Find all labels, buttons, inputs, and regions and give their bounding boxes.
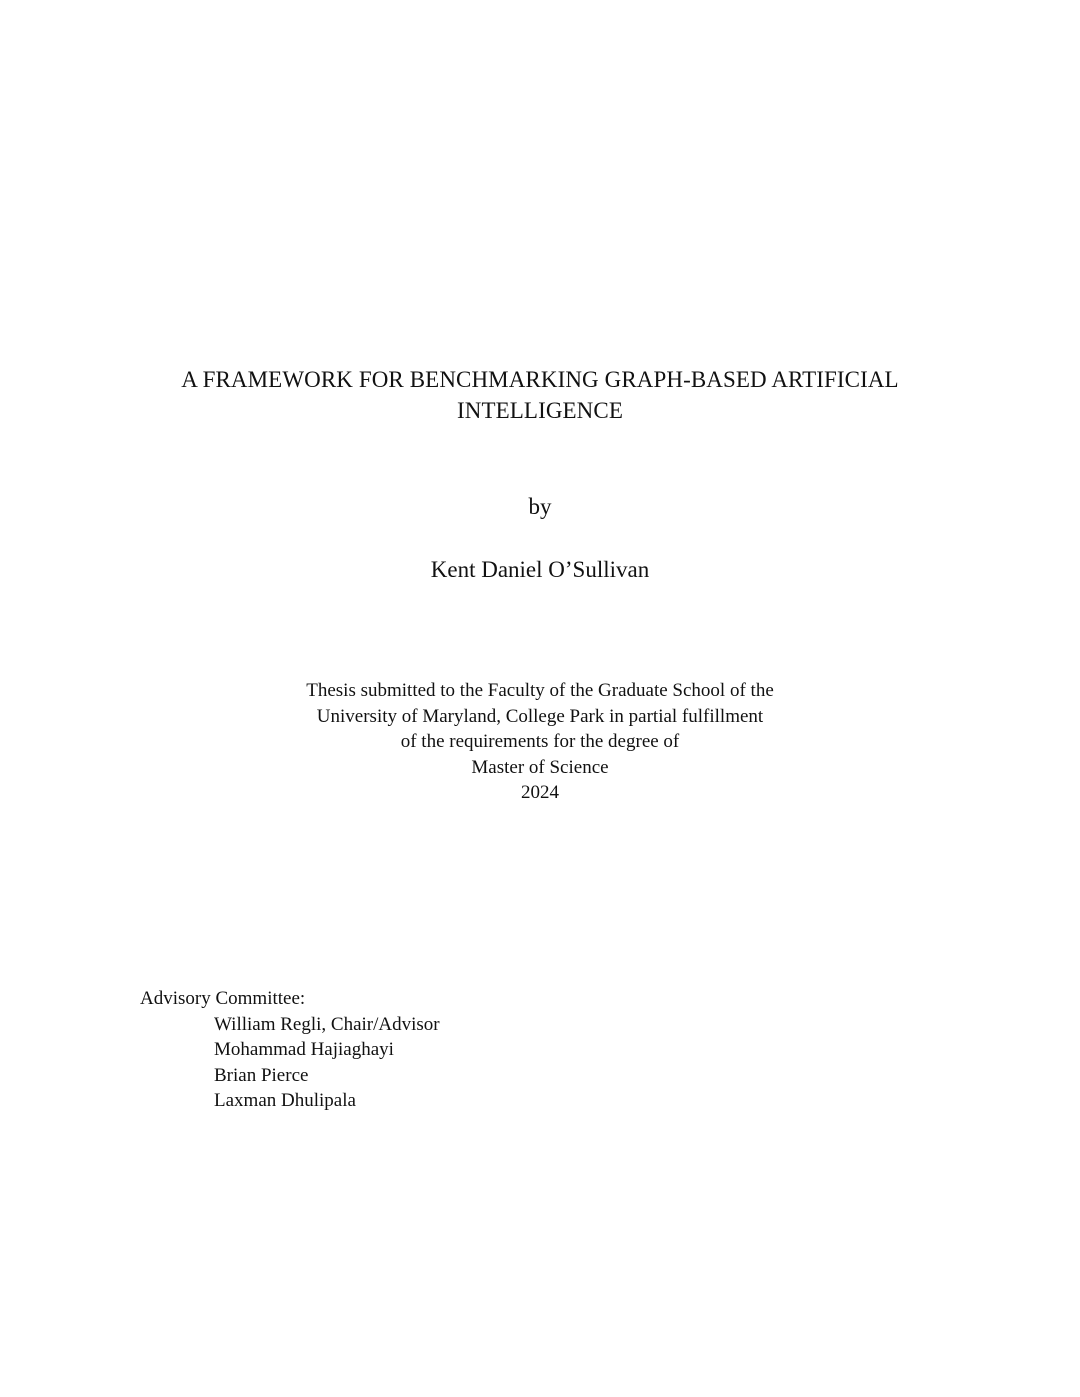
submission-line: Thesis submitted to the Faculty of the Graduate School of the [306, 680, 774, 701]
committee-member: William Regli, Chair/Advisor [214, 1013, 440, 1035]
author-name: Kent Daniel O’Sullivan [430, 557, 650, 582]
submission-year: 2024 [521, 782, 559, 804]
thesis-title-line-2: INTELLIGENCE [457, 398, 623, 423]
committee-member: Mohammad Hajiaghayi [214, 1039, 394, 1061]
submission-line: University of Maryland, College Park in partial fulfillment [316, 705, 764, 727]
thesis-title [0, 364, 1080, 426]
degree-name: Master of Science [471, 756, 609, 778]
committee-member: Laxman Dhulipala [214, 1090, 356, 1112]
advisory-committee [140, 986, 440, 1114]
by-label: by [528, 494, 552, 519]
committee-heading: Advisory Committee: [140, 988, 306, 1009]
submission-line: of the requirements for the degree of [400, 731, 680, 753]
submission-statement [0, 678, 1080, 806]
committee-member: Brian Pierce [214, 1064, 309, 1086]
thesis-title-line-1: A FRAMEWORK FOR BENCHMARKING GRAPH-BASED ARTIFICIAL [181, 367, 899, 392]
